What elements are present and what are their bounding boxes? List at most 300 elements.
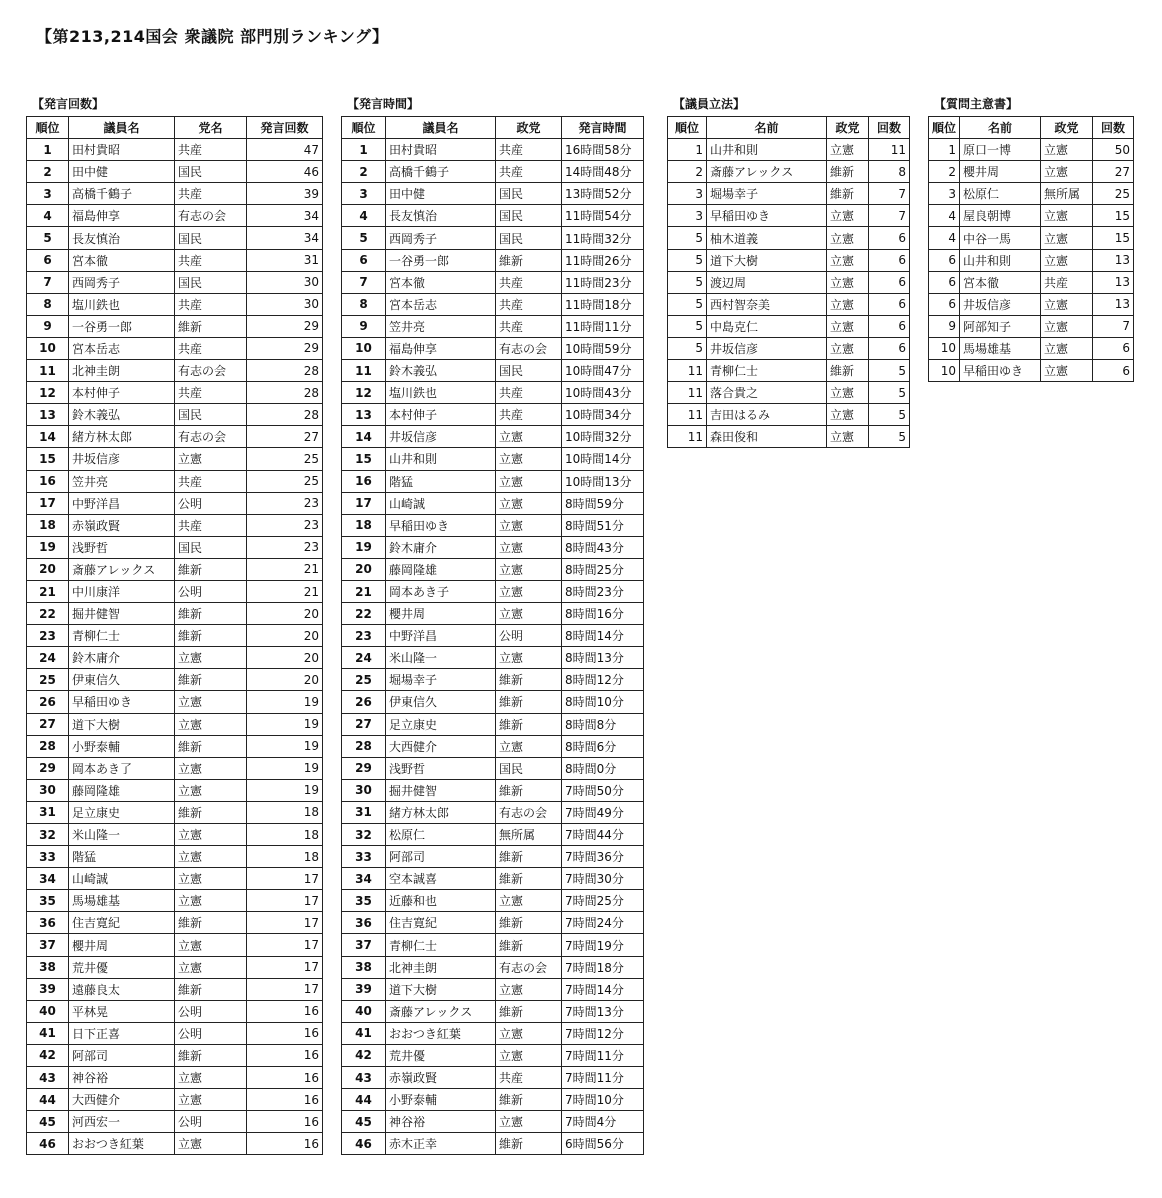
table-row	[929, 315, 1134, 337]
cell-value: 50	[1093, 139, 1134, 161]
cell-rank: 26	[27, 691, 69, 713]
cell-party: 維新	[175, 603, 247, 625]
cell-party: 国民	[175, 161, 247, 183]
table-row	[27, 757, 323, 779]
cell-name: 長友慎治	[386, 205, 496, 227]
table-row	[668, 205, 910, 227]
table-row	[342, 801, 644, 823]
cell-rank: 7	[342, 271, 386, 293]
cell-party: 維新	[496, 249, 562, 271]
cell-party: 無所属	[1041, 183, 1093, 205]
cell-rank: 35	[27, 890, 69, 912]
cell-value: 7時間44分	[562, 824, 644, 846]
questions-label: 【質問主意書】	[934, 97, 1019, 111]
table-row	[27, 514, 323, 536]
cell-value: 8時間51分	[562, 514, 644, 536]
cell-rank: 5	[668, 271, 707, 293]
cell-rank: 46	[342, 1133, 386, 1155]
cell-rank: 14	[27, 426, 69, 448]
column-header-value: 回数	[1093, 117, 1134, 139]
cell-value: 11時間32分	[562, 227, 644, 249]
table-row	[27, 249, 323, 271]
table-row	[27, 846, 323, 868]
legislation-table	[667, 116, 910, 448]
table-row	[27, 580, 323, 602]
table-row	[342, 868, 644, 890]
cell-value: 30	[247, 293, 323, 315]
cell-rank: 30	[342, 779, 386, 801]
cell-rank: 39	[27, 978, 69, 1000]
cell-rank: 6	[27, 249, 69, 271]
table-row	[342, 603, 644, 625]
table-row	[668, 426, 910, 448]
cell-value: 8時間14分	[562, 625, 644, 647]
cell-rank: 27	[27, 713, 69, 735]
cell-value: 31	[247, 249, 323, 271]
cell-rank: 9	[27, 315, 69, 337]
cell-name: 長友慎治	[69, 227, 175, 249]
cell-party: 立憲	[496, 1111, 562, 1133]
cell-party: 維新	[175, 912, 247, 934]
cell-party: 国民	[496, 360, 562, 382]
cell-name: 本村伸子	[69, 382, 175, 404]
cell-party: 立憲	[496, 514, 562, 536]
cell-value: 11時間54分	[562, 205, 644, 227]
cell-party: 国民	[496, 183, 562, 205]
cell-value: 19	[247, 691, 323, 713]
cell-value: 14時間48分	[562, 161, 644, 183]
cell-name: 櫻井周	[386, 603, 496, 625]
cell-rank: 41	[27, 1022, 69, 1044]
cell-rank: 29	[27, 757, 69, 779]
cell-rank: 3	[668, 183, 707, 205]
cell-value: 10時間47分	[562, 360, 644, 382]
cell-name: 塩川鉄也	[386, 382, 496, 404]
cell-rank: 1	[929, 139, 960, 161]
cell-value: 11	[869, 139, 910, 161]
cell-party: 立憲	[827, 382, 869, 404]
cell-value: 10時間32分	[562, 426, 644, 448]
cell-value: 47	[247, 139, 323, 161]
cell-name: 田村貴昭	[386, 139, 496, 161]
cell-party: 立憲	[496, 1044, 562, 1066]
cell-party: 維新	[496, 669, 562, 691]
cell-party: 立憲	[175, 448, 247, 470]
cell-name: 住吉寛紀	[69, 912, 175, 934]
cell-value: 7時間25分	[562, 890, 644, 912]
cell-name: 斎藤アレックス	[386, 1000, 496, 1022]
cell-value: 8時間13分	[562, 647, 644, 669]
cell-name: 本村伸子	[386, 404, 496, 426]
cell-party: 有志の会	[175, 360, 247, 382]
cell-rank: 4	[929, 205, 960, 227]
cell-name: 道下大樹	[707, 249, 827, 271]
cell-party: 立憲	[175, 824, 247, 846]
cell-party: 立憲	[1041, 315, 1093, 337]
cell-value: 8時間23分	[562, 580, 644, 602]
cell-party: 立憲	[827, 205, 869, 227]
table-row	[27, 293, 323, 315]
cell-value: 17	[247, 890, 323, 912]
cell-value: 11時間26分	[562, 249, 644, 271]
cell-rank: 34	[27, 868, 69, 890]
cell-rank: 17	[27, 492, 69, 514]
cell-rank: 5	[668, 227, 707, 249]
cell-value: 18	[247, 801, 323, 823]
cell-party: 立憲	[175, 846, 247, 868]
cell-value: 10時間13分	[562, 470, 644, 492]
cell-rank: 31	[342, 801, 386, 823]
cell-rank: 19	[342, 536, 386, 558]
cell-rank: 20	[27, 558, 69, 580]
table-row	[929, 360, 1134, 382]
cell-party: 共産	[496, 161, 562, 183]
cell-party: 共産	[496, 293, 562, 315]
table-row	[27, 978, 323, 1000]
cell-party: 維新	[175, 669, 247, 691]
cell-value: 17	[247, 868, 323, 890]
cell-rank: 29	[342, 757, 386, 779]
cell-rank: 41	[342, 1022, 386, 1044]
speech-time-table	[341, 116, 644, 1155]
table-row	[27, 536, 323, 558]
cell-name: 山崎誠	[69, 868, 175, 890]
cell-name: 井坂信彦	[69, 448, 175, 470]
cell-name: 落合貴之	[707, 382, 827, 404]
cell-rank: 19	[27, 536, 69, 558]
cell-party: 共産	[496, 271, 562, 293]
table-row	[27, 360, 323, 382]
table-row	[342, 934, 644, 956]
cell-name: 藤岡隆雄	[386, 558, 496, 580]
cell-name: 早稲田ゆき	[69, 691, 175, 713]
table-row	[342, 956, 644, 978]
table-row	[27, 426, 323, 448]
cell-value: 6	[869, 337, 910, 359]
cell-rank: 25	[342, 669, 386, 691]
table-row	[342, 1089, 644, 1111]
table-row	[27, 183, 323, 205]
table-row	[27, 779, 323, 801]
cell-name: 中川康洋	[69, 580, 175, 602]
cell-party: 共産	[175, 183, 247, 205]
table-row	[27, 315, 323, 337]
cell-party: 共産	[175, 470, 247, 492]
table-row	[342, 580, 644, 602]
cell-name: 北神圭朗	[69, 360, 175, 382]
cell-value: 17	[247, 978, 323, 1000]
cell-value: 16	[247, 1000, 323, 1022]
cell-rank: 4	[929, 227, 960, 249]
table-row	[27, 161, 323, 183]
cell-name: 井坂信彦	[707, 337, 827, 359]
cell-name: 井坂信彦	[960, 293, 1041, 315]
cell-rank: 38	[27, 956, 69, 978]
cell-value: 20	[247, 647, 323, 669]
speech-time-label: 【発言時間】	[347, 97, 420, 111]
questions-section	[928, 96, 1134, 382]
cell-value: 19	[247, 779, 323, 801]
cell-party: 維新	[496, 691, 562, 713]
table-row	[27, 448, 323, 470]
cell-name: 宮本岳志	[386, 293, 496, 315]
cell-value: 16	[247, 1067, 323, 1089]
cell-party: 無所属	[496, 824, 562, 846]
cell-name: 足立康史	[69, 801, 175, 823]
cell-party: 立憲	[1041, 205, 1093, 227]
table-row	[929, 337, 1134, 359]
cell-rank: 43	[27, 1067, 69, 1089]
table-row	[668, 293, 910, 315]
table-row	[342, 757, 644, 779]
cell-party: 国民	[175, 536, 247, 558]
cell-value: 11時間11分	[562, 315, 644, 337]
table-row	[27, 713, 323, 735]
cell-party: 立憲	[496, 580, 562, 602]
cell-value: 13	[1093, 271, 1134, 293]
table-row	[342, 978, 644, 1000]
table-row	[27, 1067, 323, 1089]
cell-name: 伊東信久	[386, 691, 496, 713]
cell-rank: 25	[27, 669, 69, 691]
cell-name: 田村貴昭	[69, 139, 175, 161]
cell-party: 維新	[175, 1044, 247, 1066]
table-row	[929, 293, 1134, 315]
cell-name: 西岡秀子	[69, 271, 175, 293]
cell-party: 立憲	[1041, 161, 1093, 183]
cell-party: 立憲	[496, 890, 562, 912]
cell-party: 立憲	[1041, 139, 1093, 161]
cell-value: 6時間56分	[562, 1133, 644, 1155]
cell-value: 7	[869, 183, 910, 205]
cell-rank: 2	[27, 161, 69, 183]
cell-rank: 37	[27, 934, 69, 956]
cell-name: 浅野哲	[386, 757, 496, 779]
cell-party: 立憲	[827, 227, 869, 249]
cell-rank: 3	[342, 183, 386, 205]
cell-value: 16	[247, 1089, 323, 1111]
cell-party: 国民	[496, 757, 562, 779]
cell-party: 公明	[175, 492, 247, 514]
cell-name: 小野泰輔	[386, 1089, 496, 1111]
cell-rank: 17	[342, 492, 386, 514]
cell-party: 維新	[496, 713, 562, 735]
table-row	[27, 227, 323, 249]
table-row	[342, 1000, 644, 1022]
cell-rank: 6	[929, 249, 960, 271]
cell-rank: 24	[342, 647, 386, 669]
cell-rank: 13	[27, 404, 69, 426]
cell-rank: 10	[929, 337, 960, 359]
cell-party: 立憲	[175, 779, 247, 801]
cell-name: 青柳仁士	[707, 360, 827, 382]
cell-name: 斎藤アレックス	[707, 161, 827, 183]
cell-value: 17	[247, 956, 323, 978]
cell-name: 大西健介	[69, 1089, 175, 1111]
cell-rank: 31	[27, 801, 69, 823]
cell-party: 立憲	[496, 735, 562, 757]
cell-party: 国民	[175, 271, 247, 293]
cell-rank: 42	[27, 1044, 69, 1066]
column-header-party: 政党	[1041, 117, 1093, 139]
cell-name: 掘井健智	[69, 603, 175, 625]
table-row	[27, 492, 323, 514]
cell-party: 維新	[175, 735, 247, 757]
cell-rank: 23	[27, 625, 69, 647]
cell-name: 松原仁	[960, 183, 1041, 205]
cell-name: 米山隆一	[386, 647, 496, 669]
cell-name: 原口一博	[960, 139, 1041, 161]
cell-rank: 11	[668, 382, 707, 404]
cell-rank: 23	[342, 625, 386, 647]
cell-rank: 5	[668, 337, 707, 359]
cell-party: 立憲	[496, 536, 562, 558]
cell-name: 阿部知子	[960, 315, 1041, 337]
cell-name: 荒井優	[386, 1044, 496, 1066]
table-row	[27, 669, 323, 691]
cell-party: 立憲	[175, 890, 247, 912]
cell-name: 西村智奈美	[707, 293, 827, 315]
cell-value: 11時間18分	[562, 293, 644, 315]
cell-name: 伊東信久	[69, 669, 175, 691]
table-row	[342, 360, 644, 382]
cell-value: 7時間4分	[562, 1111, 644, 1133]
table-row	[668, 382, 910, 404]
table-row	[342, 1022, 644, 1044]
cell-value: 8	[869, 161, 910, 183]
cell-party: 共産	[496, 315, 562, 337]
cell-name: 山井和則	[960, 249, 1041, 271]
cell-value: 6	[869, 249, 910, 271]
table-row	[342, 1133, 644, 1155]
cell-rank: 21	[27, 580, 69, 602]
cell-name: 赤嶺政賢	[69, 514, 175, 536]
cell-rank: 36	[27, 912, 69, 934]
cell-name: 鈴木義弘	[386, 360, 496, 382]
cell-name: 堀場幸子	[386, 669, 496, 691]
cell-name: 一谷勇一郎	[386, 249, 496, 271]
legislation-label: 【議員立法】	[673, 97, 746, 111]
cell-value: 7時間13分	[562, 1000, 644, 1022]
cell-party: 立憲	[496, 448, 562, 470]
column-header-rank: 順位	[668, 117, 707, 139]
table-row	[342, 404, 644, 426]
cell-value: 20	[247, 669, 323, 691]
cell-name: 足立康史	[386, 713, 496, 735]
cell-rank: 40	[27, 1000, 69, 1022]
table-row	[342, 846, 644, 868]
cell-value: 8時間25分	[562, 558, 644, 580]
table-row	[27, 912, 323, 934]
cell-value: 13	[1093, 249, 1134, 271]
cell-value: 11時間23分	[562, 271, 644, 293]
cell-party: 維新	[496, 868, 562, 890]
table-row	[929, 205, 1134, 227]
table-row	[27, 1089, 323, 1111]
table-row	[342, 1111, 644, 1133]
cell-rank: 22	[27, 603, 69, 625]
table-row	[342, 470, 644, 492]
cell-rank: 21	[342, 580, 386, 602]
table-row	[342, 205, 644, 227]
table-row	[929, 183, 1134, 205]
cell-name: 岡本あき了	[69, 757, 175, 779]
cell-party: 立憲	[496, 470, 562, 492]
column-header-value: 発言時間	[562, 117, 644, 139]
cell-value: 25	[247, 470, 323, 492]
cell-party: 立憲	[827, 139, 869, 161]
cell-value: 21	[247, 580, 323, 602]
cell-name: 早稲田ゆき	[960, 360, 1041, 382]
cell-party: 立憲	[175, 713, 247, 735]
table-row	[27, 271, 323, 293]
cell-party: 立憲	[175, 868, 247, 890]
cell-value: 19	[247, 757, 323, 779]
cell-party: 有志の会	[175, 426, 247, 448]
table-row	[27, 1000, 323, 1022]
cell-value: 5	[869, 382, 910, 404]
cell-name: 緒方林太郎	[69, 426, 175, 448]
cell-value: 17	[247, 912, 323, 934]
cell-party: 維新	[175, 625, 247, 647]
cell-rank: 32	[342, 824, 386, 846]
table-row	[27, 647, 323, 669]
cell-name: 宮本徹	[69, 249, 175, 271]
table-row	[668, 315, 910, 337]
cell-value: 23	[247, 536, 323, 558]
cell-name: 宮本徹	[386, 271, 496, 293]
table-row	[27, 404, 323, 426]
cell-name: 阿部司	[69, 1044, 175, 1066]
cell-name: 馬場雄基	[69, 890, 175, 912]
cell-name: 小野泰輔	[69, 735, 175, 757]
cell-name: 階猛	[386, 470, 496, 492]
cell-value: 7	[869, 205, 910, 227]
cell-value: 6	[869, 315, 910, 337]
cell-party: 共産	[1041, 271, 1093, 293]
cell-value: 8時間59分	[562, 492, 644, 514]
cell-value: 18	[247, 846, 323, 868]
cell-rank: 5	[668, 293, 707, 315]
cell-name: 神谷裕	[69, 1067, 175, 1089]
cell-value: 16	[247, 1044, 323, 1066]
table-row	[27, 205, 323, 227]
cell-value: 7時間30分	[562, 868, 644, 890]
table-row	[27, 735, 323, 757]
cell-name: 屋良朝博	[960, 205, 1041, 227]
table-row	[342, 647, 644, 669]
table-row	[668, 139, 910, 161]
table-row	[27, 625, 323, 647]
cell-party: 立憲	[496, 647, 562, 669]
cell-rank: 9	[929, 315, 960, 337]
cell-rank: 11	[342, 360, 386, 382]
cell-party: 共産	[175, 293, 247, 315]
cell-party: 共産	[175, 382, 247, 404]
cell-name: 鈴木義弘	[69, 404, 175, 426]
speech-count-section	[26, 96, 323, 1155]
cell-value: 7時間49分	[562, 801, 644, 823]
cell-rank: 16	[27, 470, 69, 492]
cell-name: 赤木正幸	[386, 1133, 496, 1155]
table-row	[929, 161, 1134, 183]
cell-rank: 13	[342, 404, 386, 426]
table-row	[668, 249, 910, 271]
table-row	[342, 227, 644, 249]
questions-table	[928, 116, 1134, 382]
cell-value: 7時間12分	[562, 1022, 644, 1044]
cell-party: 国民	[175, 404, 247, 426]
